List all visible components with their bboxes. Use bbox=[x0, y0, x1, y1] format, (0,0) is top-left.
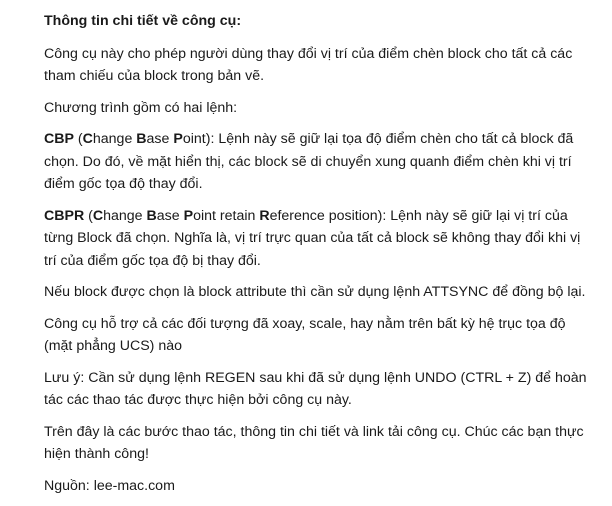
cbpr-description: ): Lệnh này sẽ giữ lại vị trí của từng Block đã chọn. Nghĩa là, vị trí trực quan của tất cả block sẽ không thay đổi khi vị trí của điểm gốc tọa độ bị thay đổi. bbox=[44, 207, 581, 269]
cbpr-paragraph bbox=[44, 205, 592, 273]
cbp-paragraph bbox=[44, 128, 592, 196]
cbp-word-point: oint bbox=[182, 131, 206, 147]
cbpr-word-change: hange bbox=[103, 207, 147, 224]
cbpr-open-paren: ( bbox=[84, 207, 93, 224]
commands-intro-paragraph: Chương trình gồm có hai lệnh: bbox=[44, 99, 238, 116]
intro-paragraph: Công cụ này cho phép người dùng thay đổi vị trí của điểm chèn block cho tất cả các tham chiếu của block trong bản vẽ. bbox=[44, 45, 573, 84]
cbpr-initial-r: R bbox=[259, 207, 270, 224]
warning-paragraph: Lưu ý: Cần sử dụng lệnh REGEN sau khi đã sử dụng lệnh UNDO (CTRL + Z) để hoàn tác các thao tác được thực hiện bởi công cụ này. bbox=[44, 369, 587, 408]
cbp-command-name: CBP bbox=[44, 131, 74, 147]
cbp-word-change: hange bbox=[92, 131, 137, 147]
cbp-initial-p: P bbox=[173, 131, 183, 147]
section-title: Thông tin chi tiết về công cụ: bbox=[44, 13, 242, 29]
source-line: Nguồn: lee-mac.com bbox=[44, 477, 175, 494]
document-body bbox=[44, 10, 592, 506]
attsync-paragraph: Nếu block được chọn là block attribute thì cần sử dụng lệnh ATTSYNC để đồng bộ lại. bbox=[44, 284, 586, 300]
cbpr-initial-p: P bbox=[183, 207, 194, 224]
cbp-open-paren: ( bbox=[73, 131, 83, 147]
cbpr-word-base: ase bbox=[156, 207, 184, 224]
closing-paragraph: Trên đây là các bước thao tác, thông tin chi tiết và link tải công cụ. Chúc các bạn thực hiện thành công! bbox=[44, 423, 584, 462]
cbp-description: ): Lệnh này sẽ giữ lại tọa độ điểm chèn cho tất cả block đã chọn. Do đó, về mặt hiển thị, các block sẽ di chuyển xung quanh điểm chèn khi vị trí điểm gốc tọa độ thay đổi. bbox=[44, 131, 574, 192]
cbp-initial-c: C bbox=[82, 131, 93, 147]
cbp-initial-b: B bbox=[136, 131, 147, 147]
support-paragraph: Công cụ hỗ trợ cả các đối tượng đã xoay, scale, hay nằm trên bất kỳ hệ trục tọa độ (mặt phẳng UCS) nào bbox=[44, 315, 566, 354]
cbpr-initial-b: B bbox=[146, 207, 157, 224]
cbpr-word-point-retain: oint retain bbox=[193, 207, 260, 224]
cbpr-command-name: CBPR bbox=[44, 207, 85, 224]
cbpr-initial-c: C bbox=[92, 207, 104, 224]
cbpr-word-reference-position: eference position bbox=[269, 207, 378, 224]
cbp-word-base: ase bbox=[146, 131, 174, 147]
